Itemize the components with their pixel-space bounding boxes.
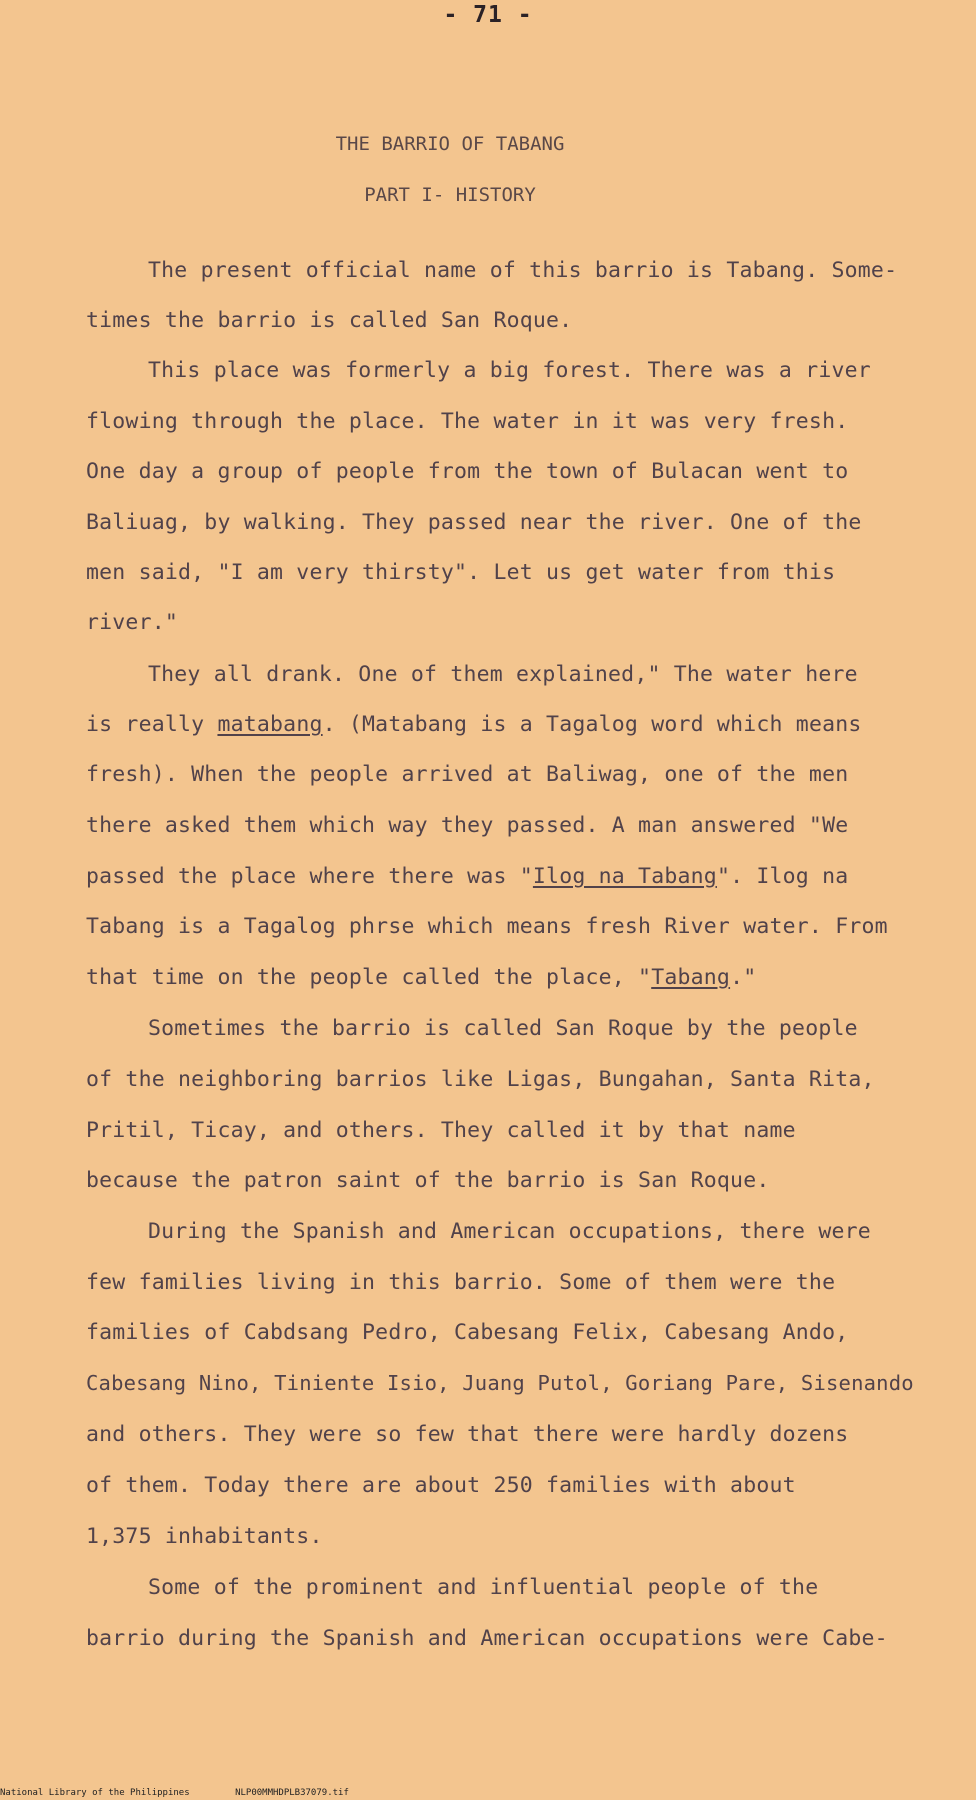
text-line: Cabesang Nino, Tiniente Isio, Juang Putol, Goriang Pare, Sisenando	[86, 1371, 914, 1395]
text-line: Sometimes the barrio is called San Roque by the people	[148, 1016, 858, 1041]
scan-footer	[0, 1788, 976, 1798]
text-segment: ."	[730, 965, 757, 990]
text-line	[86, 712, 862, 737]
page-number: - 71 -	[443, 2, 533, 28]
text-line: and others. They were so few that there were hardly dozens	[86, 1422, 849, 1447]
text-line	[86, 965, 756, 990]
text-segment: that time on the people called the place, "	[86, 965, 652, 990]
text-line: This place was formerly a big forest. There was a river	[148, 358, 871, 383]
text-line: barrio during the Spanish and American occupations were Cabe-	[86, 1626, 888, 1651]
text-line: Some of the prominent and influential people of the	[148, 1575, 819, 1600]
text-segment: . (Matabang is a Tagalog word which means	[322, 712, 862, 737]
text-segment: is really	[86, 712, 218, 737]
text-line: of the neighboring barrios like Ligas, Bungahan, Santa Rita,	[86, 1067, 875, 1092]
text-line: Tabang is a Tagalog phrse which means fresh River water. From	[86, 914, 888, 939]
text-line: men said, "I am very thirsty". Let us get water from this	[86, 560, 836, 585]
text-segment: ". Ilog na	[716, 864, 849, 889]
text-line: times the barrio is called San Roque.	[86, 308, 573, 333]
text-line: Pritil, Ticay, and others. They called it by that name	[86, 1118, 796, 1143]
library-credit: National Library of the Philippines	[0, 1788, 190, 1798]
file-name: NLP00MMHDPLB37079.tif	[235, 1788, 349, 1798]
text-line: One day a group of people from the town of Bulacan went to	[86, 459, 849, 484]
underlined-phrase: Ilog na Tabang	[532, 864, 717, 889]
document-subtitle: PART I- HISTORY	[364, 184, 536, 206]
text-segment: passed the place where there was "	[86, 864, 533, 889]
document-title: THE BARRIO OF TABANG	[335, 133, 565, 155]
text-line: because the patron saint of the barrio is San Roque.	[86, 1168, 770, 1193]
text-line: Baliuag, by walking. They passed near the river. One of the	[86, 510, 862, 535]
text-line	[86, 864, 848, 889]
text-line: 1,375 inhabitants.	[86, 1524, 323, 1549]
text-line: The present official name of this barrio is Tabang. Some-	[148, 258, 898, 283]
text-line: During the Spanish and American occupations, there were	[148, 1219, 871, 1244]
text-line: few families living in this barrio. Some of them were the	[86, 1270, 836, 1295]
text-line: there asked them which way they passed. A man answered "We	[86, 813, 849, 838]
text-line: They all drank. One of them explained," The water here	[148, 662, 858, 687]
text-line: flowing through the place. The water in it was very fresh.	[86, 409, 849, 434]
underlined-word: matabang	[217, 712, 323, 737]
text-line: river."	[86, 610, 179, 635]
underlined-word: Tabang	[651, 965, 731, 990]
text-line: of them. Today there are about 250 families with about	[86, 1473, 796, 1498]
text-line: fresh). When the people arrived at Baliwag, one of the men	[86, 762, 849, 787]
text-line: families of Cabdsang Pedro, Cabesang Felix, Cabesang Ando,	[86, 1320, 849, 1345]
